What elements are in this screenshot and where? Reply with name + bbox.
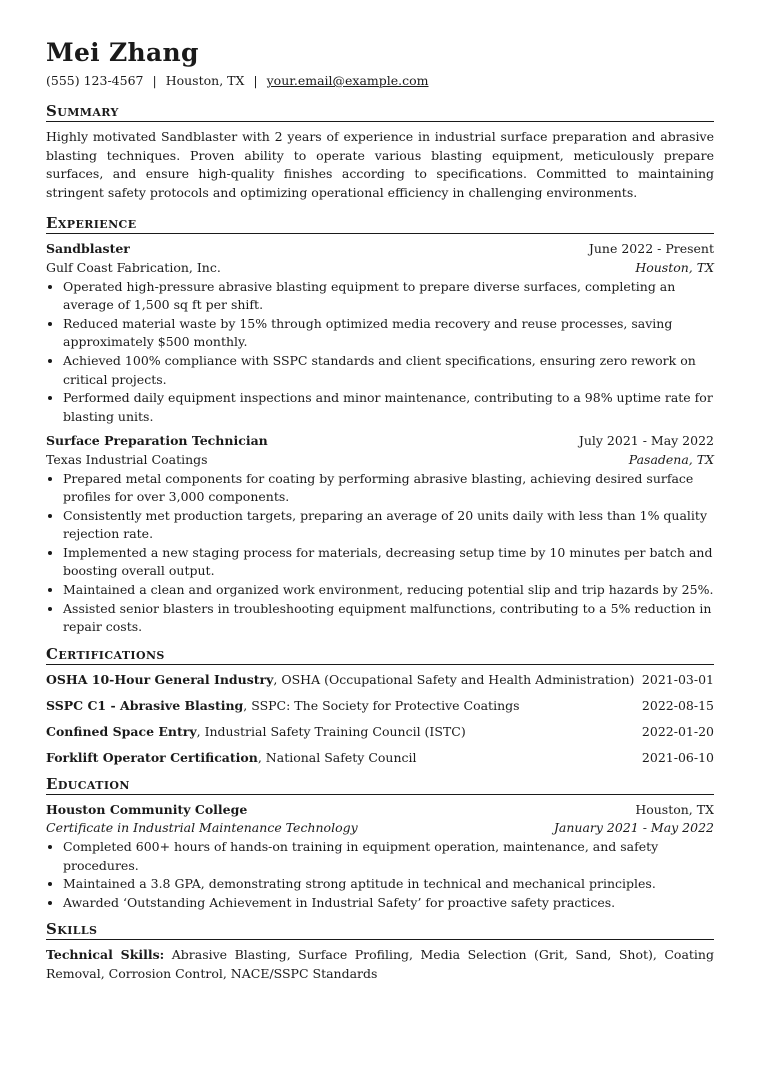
list-item: • Achieved 100% compliance with SSPC standards and client specifications, ensuring zero rework on critical projects.: [63, 352, 714, 389]
certifications-section: [46, 645, 714, 767]
list-item: • Maintained a clean and organized work environment, reducing potential slip and trip hazards by 25%.: [63, 581, 714, 600]
cert-name: OSHA 10-Hour General Industry: [46, 671, 274, 687]
education-bullets: [46, 838, 714, 912]
section-title: Experience: [46, 214, 714, 234]
education-dates: January 2021 - May 2022: [553, 820, 714, 836]
cert-issuer: , SSPC: The Society for Protective Coatings: [243, 697, 520, 713]
list-item: • Operated high-pressure abrasive blasting equipment to prepare diverse surfaces, completing an average of 1,500 sq ft per shift.: [63, 278, 714, 315]
list-item: • Assisted senior blasters in troubleshooting equipment malfunctions, contributing to a 5% reduction in repair costs.: [63, 600, 714, 637]
job-dates: July 2021 - May 2022: [578, 433, 714, 449]
skills-text: [46, 946, 714, 983]
job-entry: [46, 240, 714, 426]
job-bullets: [46, 278, 714, 427]
skills-section: [46, 920, 714, 983]
certification-row: [46, 723, 714, 741]
section-title: Certifications: [46, 645, 714, 665]
degree: Certificate in Industrial Maintenance Technology: [46, 820, 358, 836]
certification-row: [46, 671, 714, 689]
skills-list: Abrasive Blasting, Surface Profiling, Media Selection (Grit, Sand, Shot), Coating Removal, Corrosion Control, NACE/SSPC Standards: [46, 947, 714, 981]
location: Houston, TX: [165, 73, 245, 88]
cert-issuer: , National Safety Council: [257, 749, 417, 765]
cert-issuer: , Industrial Safety Training Council (ISTC): [196, 723, 466, 739]
candidate-name: Mei Zhang: [46, 38, 199, 67]
skills-label: Technical Skills:: [46, 947, 165, 963]
job-role: Sandblaster: [46, 241, 130, 257]
certification-row: [46, 749, 714, 767]
list-item: • Reduced material waste by 15% through optimized media recovery and reuse processes, saving approximately $500 monthly.: [63, 315, 714, 352]
list-item: • Completed 600+ hours of hands-on training in equipment operation, maintenance, and safety procedures.: [63, 838, 714, 875]
separator: |: [152, 73, 157, 88]
list-item: • Prepared metal components for coating by performing abrasive blasting, achieving desired surface profiles for over 3,000 components.: [63, 470, 714, 507]
cert-name: Forklift Operator Certification: [46, 749, 258, 765]
job-company: Texas Industrial Coatings: [46, 451, 208, 467]
section-title: Education: [46, 775, 714, 795]
job-location: Pasadena, TX: [628, 451, 714, 467]
section-title: Skills: [46, 920, 714, 940]
contact-line: [46, 73, 714, 88]
cert-date: 2021-03-01: [641, 671, 714, 687]
separator: |: [253, 73, 258, 88]
job-role: Surface Preparation Technician: [46, 433, 268, 449]
cert-name: Confined Space Entry: [46, 723, 197, 739]
list-item: • Consistently met production targets, preparing an average of 20 units daily with less than 1% quality rejection rate.: [63, 507, 714, 544]
job-dates: June 2022 - Present: [588, 241, 714, 257]
list-item: • Awarded ‘Outstanding Achievement in Industrial Safety’ for proactive safety practices.: [63, 894, 714, 913]
phone: (555) 123-4567: [46, 73, 144, 88]
cert-date: 2021-06-10: [641, 749, 714, 765]
experience-section: [46, 214, 714, 636]
list-item: • Implemented a new staging process for materials, decreasing setup time by 10 minutes per batch and boosting overall output.: [63, 544, 714, 581]
school-location: Houston, TX: [635, 801, 714, 817]
cert-date: 2022-08-15: [641, 697, 714, 713]
cert-date: 2022-01-20: [641, 723, 714, 739]
summary-text: Highly motivated Sandblaster with 2 years of experience in industrial surface preparation and abrasive blasting techniques. Proven ability to operate various blasting equipment, meticulously prepare surfaces, and ensure high-quality finishes according to specifications. Committed to maintaining stringent safety protocols and optimizing operational efficiency in challenging environments.: [46, 129, 714, 200]
education-section: [46, 775, 714, 913]
list-item: • Performed daily equipment inspections and minor maintenance, contributing to a 98% uptime rate for blasting units.: [63, 389, 714, 426]
list-item: • Maintained a 3.8 GPA, demonstrating strong aptitude in technical and mechanical principles.: [63, 875, 714, 894]
job-location: Houston, TX: [635, 259, 714, 275]
school-name: Houston Community College: [46, 801, 248, 817]
job-entry: [46, 432, 714, 637]
cert-name: SSPC C1 - Abrasive Blasting: [46, 697, 244, 713]
job-company: Gulf Coast Fabrication, Inc.: [46, 259, 221, 275]
certification-row: [46, 697, 714, 715]
summary-section: [46, 102, 714, 202]
cert-issuer: , OSHA (Occupational Safety and Health Administration): [273, 671, 635, 687]
job-bullets: [46, 470, 714, 637]
email-link[interactable]: your.email@example.com: [266, 73, 429, 88]
section-title: Summary: [46, 102, 714, 122]
